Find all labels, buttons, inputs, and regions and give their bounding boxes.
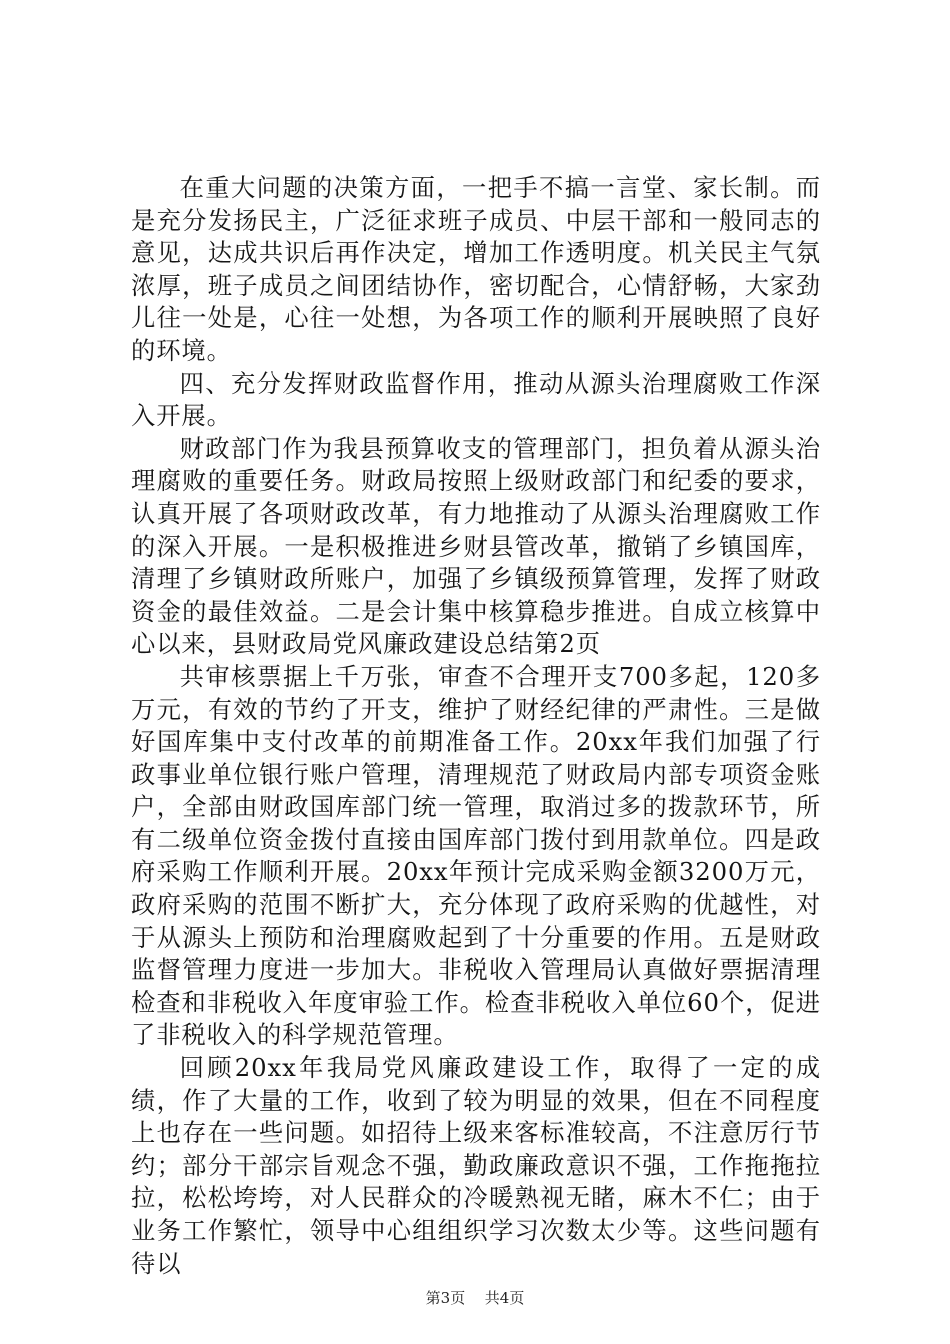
document-body (131, 172, 821, 1280)
page-number: 第3页 (425, 1289, 466, 1307)
paragraph-audit-results: 共审核票据上千万张，审查不合理开支700多起，120多万元，有效的节约了开支，维护了财经纪律的严肃性。三是做好国库集中支付改革的前期准备工作。20xx年我们加强了行政事业单位银行账户管理，清理规范了财政局内部专项资金账户，全部由财政国库部门统一管理，取消过多的拨款环节，所有二级单位资金拨付直接由国库部门拨付到用款单位。四是政府采购工作顺利开展。20xx年预计完成采购金额3200万元，政府采购的范围不断扩大，充分体现了政府采购的优越性，对于从源头上预防和治理腐败起到了十分重要的作用。五是财政监督管理力度进一步加大。非税收入管理局认真做好票据清理检查和非税收入年度审验工作。检查非税收入单位60个，促进了非税收入的科学规范管理。 (131, 661, 821, 1050)
page-total: 共4页 (484, 1289, 525, 1307)
paragraph-decision-making: 在重大问题的决策方面，一把手不搞一言堂、家长制。而是充分发扬民主，广泛征求班子成员、中层干部和一般同志的意见，达成共识后再作决定，增加工作透明度。机关民主气氛浓厚，班子成员之间团结协作，密切配合，心情舒畅，大家劲儿往一处是，心往一处想，为各项工作的顺利开展映照了良好的环境。 (131, 173, 821, 365)
paragraph-review-problems: 回顾20xx年我局党风廉政建设工作，取得了一定的成绩，作了大量的工作，收到了较为明显的效果，但在不同程度上也存在一些问题。如招待上级来客标准较高，不注意厉行节约；部分干部宗旨观念不强，勤政廉政意识不强，工作拖拖拉拉，松松垮垮，对人民群众的冷暖熟视无睹，麻木不仁；由于业务工作繁忙，领导中心组组织学习次数太少等。这些问题有待以 (131, 1053, 821, 1278)
page-footer (0, 1287, 950, 1308)
paragraph-finance-department: 财政部门作为我县预算收支的管理部门，担负着从源头治理腐败的重要任务。财政局按照上级财政部门和纪委的要求，认真开展了各项财政改革，有力地推动了从源头治理腐败工作的深入开展。一是积极推进乡财县管改革，撤销了乡镇国库，清理了乡镇财政所账户，加强了乡镇级预算管理，发挥了财政资金的最佳效益。二是会计集中核算稳步推进。自成立核算中心以来，县财政局党风廉政建设总结第2页 (131, 433, 821, 659)
paragraph-section-four-heading: 四、充分发挥财政监督作用，推动从源头治理腐败工作深入开展。 (131, 368, 821, 431)
